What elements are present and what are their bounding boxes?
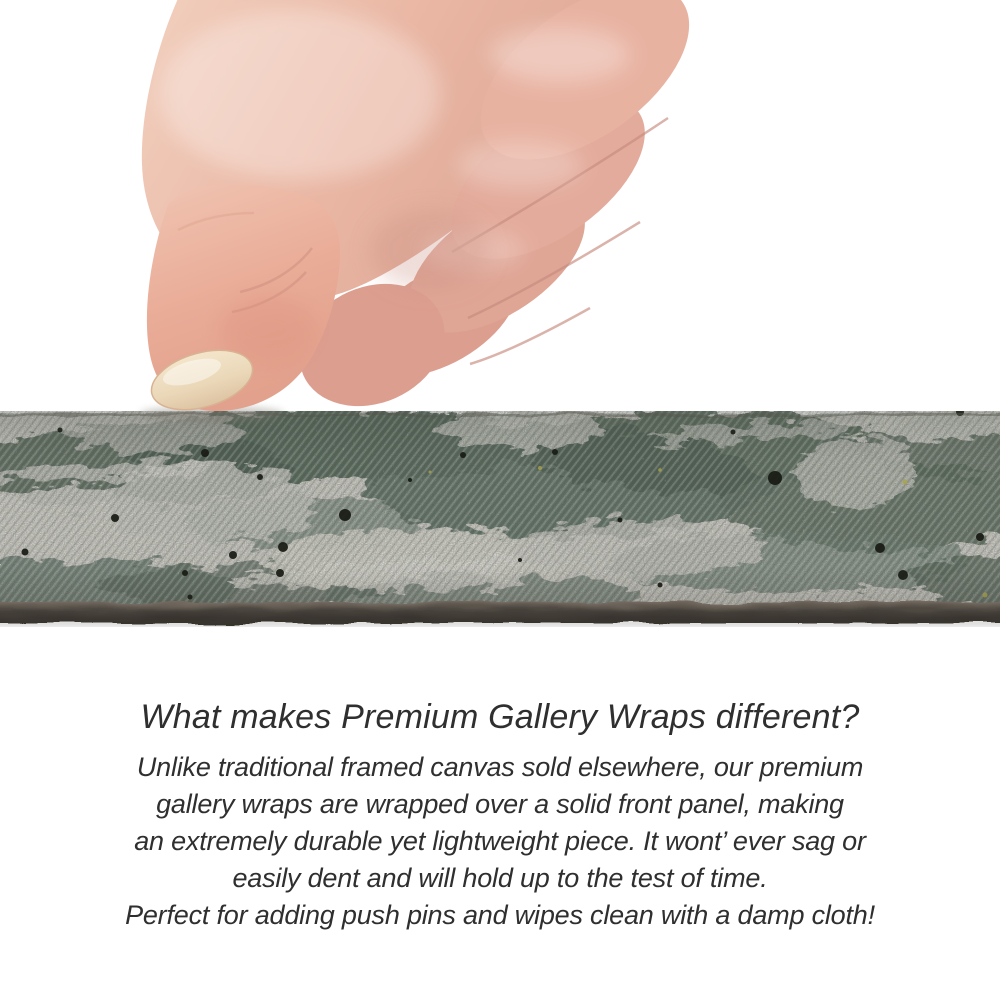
canvas-back-edge bbox=[0, 602, 1000, 625]
caption-block bbox=[0, 698, 1000, 934]
body-line: an extremely durable yet lightweight piece. It wont’ ever sag or bbox=[134, 826, 866, 856]
body-line: Unlike traditional framed canvas sold elsewhere, our premium bbox=[136, 752, 864, 782]
body-line: gallery wraps are wrapped over a solid front panel, making bbox=[156, 789, 844, 819]
palm-highlight bbox=[160, 10, 440, 180]
headline: What makes Premium Gallery Wraps different? bbox=[140, 698, 860, 736]
body-line: Perfect for adding push pins and wipes clean with a damp cloth! bbox=[125, 900, 875, 930]
canvas-edge-strip bbox=[0, 408, 1000, 625]
hand-illustration bbox=[142, 0, 720, 428]
body-line: easily dent and will hold up to the test of time. bbox=[232, 863, 768, 893]
